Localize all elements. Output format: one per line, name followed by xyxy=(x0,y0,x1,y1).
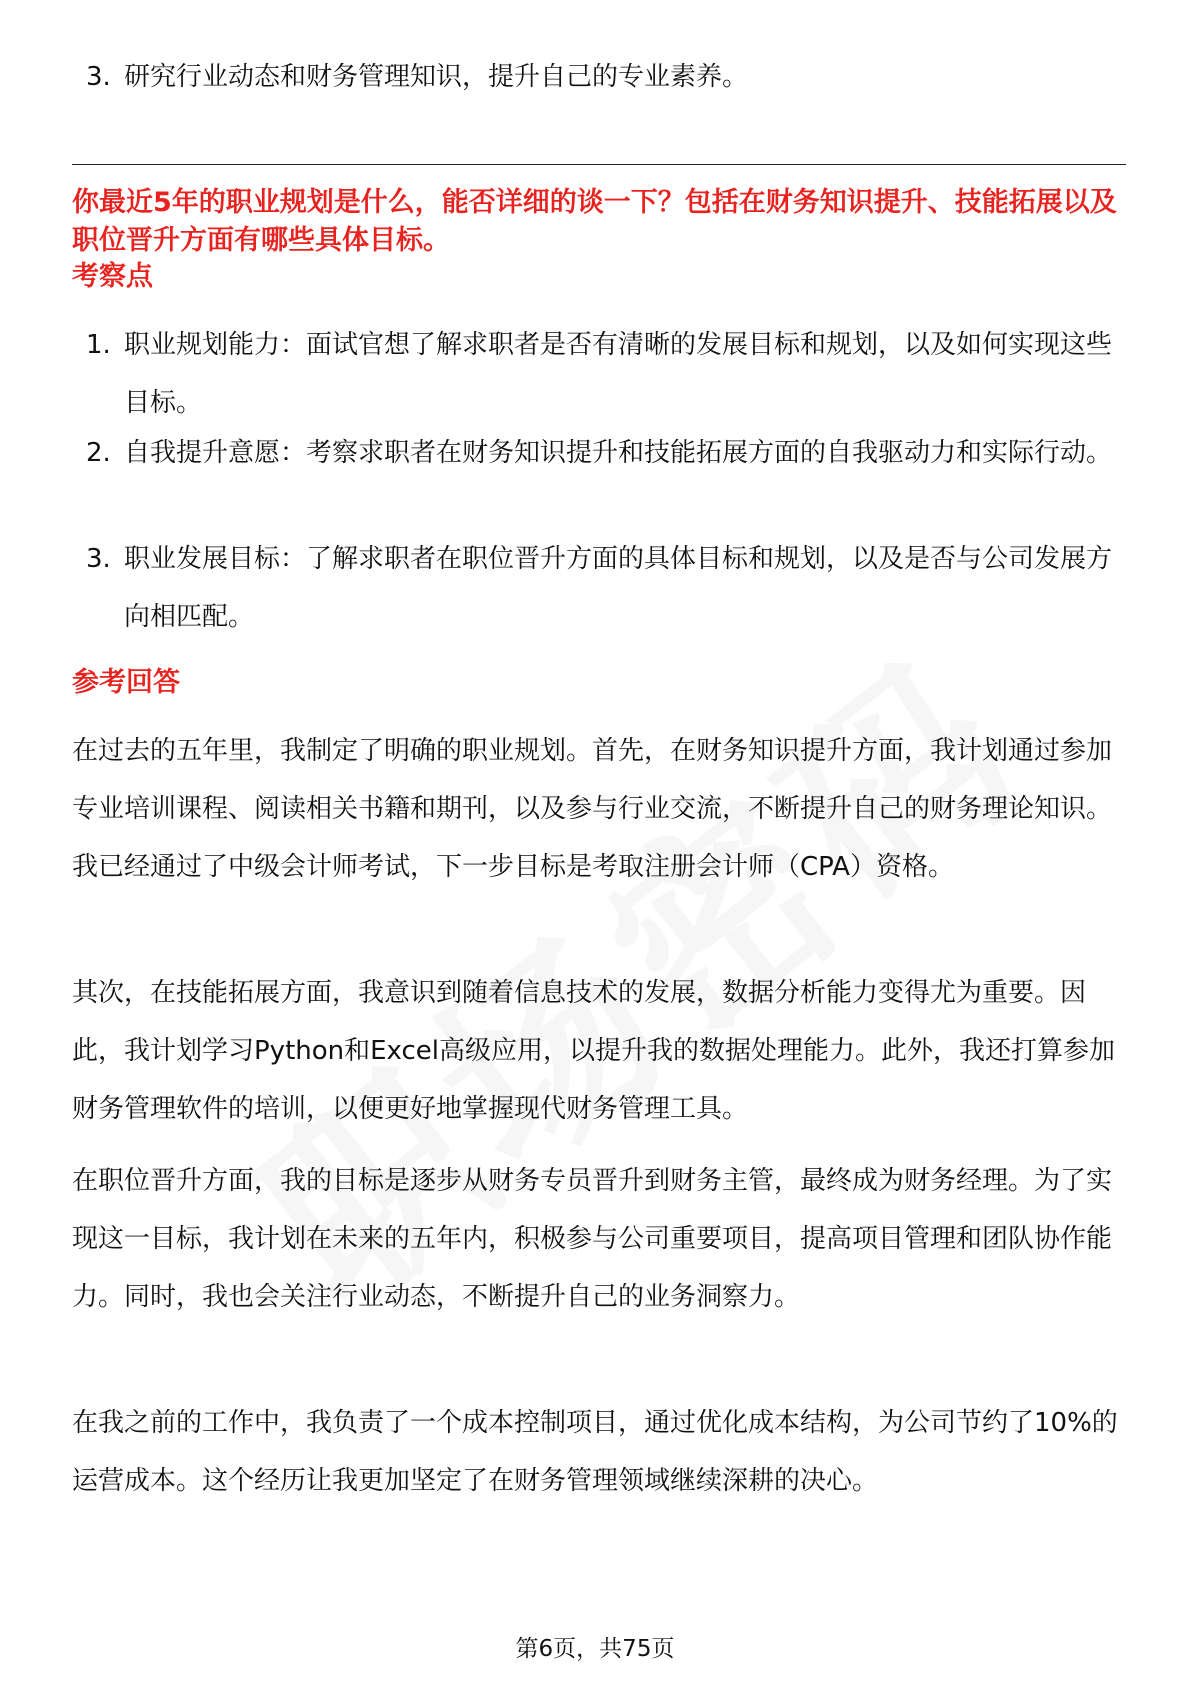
answer-paragraph: 在我之前的工作中，我负责了一个成本控制项目，通过优化成本结构，为公司节约了10%的运营成本。这个经历让我更加坚定了在财务管理领域继续深耕的决心。 xyxy=(72,1408,1118,1496)
answer-paragraph: 在过去的五年里，我制定了明确的职业规划。首先，在财务知识提升方面，我计划通过参加专业培训课程、阅读相关书籍和期刊，以及参与行业交流，不断提升自己的财务理论知识。我已经通过了中级会计师考试，下一步目标是考取注册会计师（CPA）资格。 xyxy=(72,736,1113,882)
answer-paragraph: 在职位晋升方面，我的目标是逐步从财务专员晋升到财务主管，最终成为财务经理。为了实现这一目标，我计划在未来的五年内，积极参与公司重要项目，提高项目管理和团队协作能力。同时，我也会关注行业动态，不断提升自己的业务洞察力。 xyxy=(72,1166,1113,1312)
list-number: 1. xyxy=(86,330,111,360)
question-heading: 你最近5年的职业规划是什么，能否详细的谈一下？包括在财务知识提升、技能拓展以及职位晋升方面有哪些具体目标。 xyxy=(72,187,1117,256)
exam-point-item xyxy=(86,530,1126,646)
list-text: 职业发展目标：了解求职者在职位晋升方面的具体目标和规划，以及是否与公司发展方向相匹配。 xyxy=(124,544,1113,632)
answer-paragraph: 其次，在技能拓展方面，我意识到随着信息技术的发展，数据分析能力变得尤为重要。因此，我计划学习Python和Excel高级应用，以提升我的数据处理能力。此外，我还打算参加财务管理软件的培训，以便更好地掌握现代财务管理工具。 xyxy=(72,978,1115,1124)
answer-heading: 参考回答 xyxy=(72,667,180,698)
list-text: 研究行业动态和财务管理知识，提升自己的专业素养。 xyxy=(124,62,749,92)
list-number: 3. xyxy=(86,62,111,92)
list-text: 自我提升意愿：考察求职者在财务知识提升和技能拓展方面的自我驱动力和实际行动。 xyxy=(124,438,1113,468)
exam-point-item xyxy=(86,316,1126,432)
page-footer: 第6页，共75页 xyxy=(515,1636,675,1662)
list-text: 职业规划能力：面试官想了解求职者是否有清晰的发展目标和规划，以及如何实现这些目标。 xyxy=(124,330,1113,418)
exam-point-item xyxy=(86,424,1126,482)
list-item xyxy=(86,48,1126,106)
list-number: 2. xyxy=(86,438,111,468)
exam-points-heading: 考察点 xyxy=(72,261,153,292)
list-number: 3. xyxy=(86,544,111,574)
section-divider xyxy=(72,164,1126,165)
